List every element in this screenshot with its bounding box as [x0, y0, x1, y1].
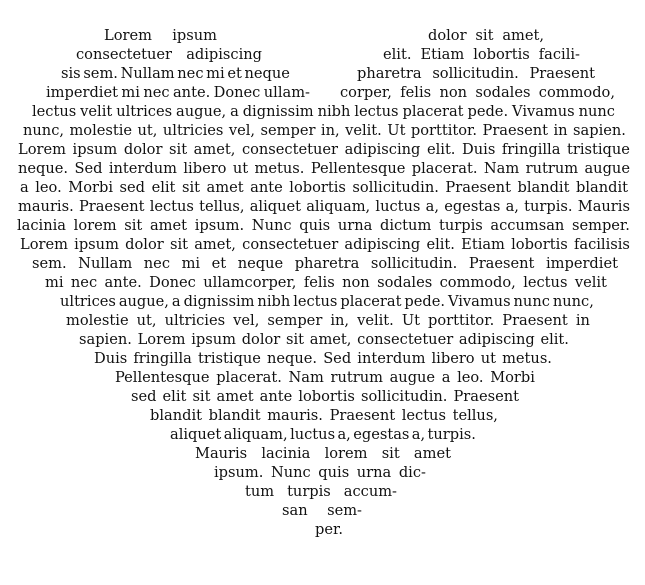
text-line	[245, 482, 397, 501]
word: tristique	[567, 141, 630, 158]
text-line	[32, 102, 615, 121]
word: nec	[143, 84, 170, 101]
word: Sed	[74, 160, 103, 177]
word: neque	[244, 65, 290, 82]
word: mi	[181, 255, 201, 272]
text-line	[18, 197, 630, 216]
word: consectetuer	[76, 46, 173, 63]
word: ipsum.	[214, 464, 264, 481]
word: imperdiet	[545, 255, 618, 272]
word: sed	[119, 179, 146, 196]
word: lectus	[354, 103, 399, 120]
word: pharetra	[357, 65, 422, 82]
word: aliquam,	[306, 198, 371, 215]
word: non	[342, 274, 370, 291]
word: semper	[260, 122, 316, 139]
word: tristique	[197, 350, 261, 367]
text-line	[282, 501, 362, 520]
word: pede.	[404, 293, 445, 310]
text-line	[104, 26, 217, 45]
word: interdum	[357, 350, 426, 367]
word: sit	[381, 445, 400, 462]
word: amet	[216, 388, 254, 405]
word: dic-	[398, 464, 426, 481]
word: lectus	[523, 274, 568, 291]
word: Vivamus	[512, 103, 575, 120]
word: blandit	[150, 407, 202, 424]
word: leo.	[457, 369, 484, 386]
word: augue,	[118, 293, 169, 310]
word: adipiscing	[344, 141, 421, 158]
word: consectetuer	[242, 236, 339, 253]
word: sollicitudin.	[360, 388, 448, 405]
word: amet,	[309, 331, 352, 348]
word: amet	[413, 445, 451, 462]
word: libero	[431, 350, 475, 367]
word: ut	[232, 160, 249, 177]
word: ipsum	[172, 27, 217, 44]
word: lacinia	[17, 217, 66, 234]
word: lacinia	[261, 445, 311, 462]
word: elit	[162, 388, 187, 405]
word: rutrum	[525, 160, 579, 177]
word: dignissim	[242, 103, 314, 120]
word: neque.	[18, 160, 69, 177]
word: mi	[45, 274, 64, 291]
word: Nam	[483, 160, 520, 177]
word: amet,	[194, 236, 236, 253]
word: dolor	[125, 236, 164, 253]
word: sollicitudin.	[352, 179, 439, 196]
word: a,	[505, 198, 519, 215]
word: Donec	[213, 84, 261, 101]
word: dolor	[241, 331, 281, 348]
word: urna	[337, 217, 373, 234]
word: sapien.	[573, 122, 626, 139]
word: lobortis	[289, 179, 346, 196]
word: aliquam,	[223, 426, 288, 443]
text-line	[94, 349, 552, 368]
word: Lorem	[18, 141, 66, 158]
text-line	[20, 235, 630, 254]
word: et	[211, 255, 227, 272]
word: augue	[584, 160, 630, 177]
word: felis	[400, 84, 432, 101]
word: luctus	[375, 198, 421, 215]
word: dolor	[428, 27, 467, 44]
word: elit	[151, 179, 176, 196]
word: luctus	[290, 426, 336, 443]
word: a,	[337, 426, 351, 443]
word: ut	[480, 350, 496, 367]
word: placerat	[340, 293, 402, 310]
word: adipiscing	[186, 46, 262, 63]
text-line	[340, 83, 615, 102]
text-line	[150, 406, 498, 425]
word: vel,	[233, 312, 260, 329]
word: mi	[121, 84, 140, 101]
word: consectetuer	[357, 331, 454, 348]
word: lorem	[73, 217, 117, 234]
word: fringilla	[501, 141, 561, 158]
word: Pellentesque	[310, 160, 406, 177]
word: sit	[181, 179, 200, 196]
word: Praesent	[453, 388, 519, 405]
word: Lorem	[20, 236, 68, 253]
word: sit	[286, 331, 305, 348]
word: turpis.	[427, 426, 476, 443]
word: ipsum	[74, 236, 119, 253]
word: Sed	[323, 350, 352, 367]
word: nibh	[257, 293, 291, 310]
word: aliquet	[249, 198, 302, 215]
word: amet	[206, 179, 244, 196]
word: metus.	[502, 350, 552, 367]
word: lobortis	[298, 388, 355, 405]
word: egestas	[444, 198, 501, 215]
text-line	[76, 45, 262, 64]
text-line	[23, 121, 626, 140]
word: accum-	[343, 483, 397, 500]
word: Duis	[94, 350, 128, 367]
word: nunc,	[23, 122, 65, 139]
word: in,	[330, 312, 350, 329]
word: velit.	[345, 122, 382, 139]
word: aliquet	[170, 426, 222, 443]
text-line	[214, 463, 426, 482]
word: sodales	[475, 84, 531, 101]
word: ante	[259, 388, 293, 405]
word: semper	[267, 312, 323, 329]
word: nec	[177, 65, 204, 82]
word: mauris.	[267, 407, 323, 424]
word: elit.	[426, 141, 456, 158]
word: amet	[149, 217, 188, 234]
word: ante.	[104, 274, 142, 291]
word: ultrices	[60, 293, 116, 310]
word: lobortis	[511, 236, 568, 253]
word: nec	[70, 274, 98, 291]
word: san	[282, 502, 308, 519]
word: quis	[318, 464, 350, 481]
word: sit	[192, 388, 211, 405]
word: Donec	[149, 274, 196, 291]
word: non	[439, 84, 468, 101]
word: neque.	[267, 350, 318, 367]
word: nunc,	[552, 293, 594, 310]
word: sem.	[83, 65, 118, 82]
word: turpis	[438, 217, 483, 234]
text-line	[115, 368, 535, 387]
word: ullam-	[263, 84, 310, 101]
word: consectetuer	[241, 141, 338, 158]
word: adipiscing	[344, 236, 421, 253]
text-line	[46, 83, 310, 102]
word: sit	[124, 217, 143, 234]
text-line	[20, 178, 628, 197]
word: ipsum.	[194, 217, 245, 234]
word: Morbi	[68, 179, 113, 196]
text-line	[61, 64, 290, 83]
word: dolor	[123, 141, 163, 158]
word: imperdiet	[46, 84, 118, 101]
word: sollicitudin.	[370, 255, 458, 272]
word: elit.	[383, 46, 412, 63]
word: lorem	[324, 445, 368, 462]
word: metus.	[254, 160, 305, 177]
word: Praesent	[78, 198, 145, 215]
word: porttitor.	[428, 312, 495, 329]
word: semper.	[571, 217, 630, 234]
word: Mauris	[577, 198, 630, 215]
word: blandit	[517, 179, 570, 196]
word: tellus,	[199, 198, 245, 215]
word: velit.	[357, 312, 394, 329]
word: commodo,	[439, 274, 516, 291]
word: a	[441, 369, 451, 386]
word: Etiam	[420, 46, 465, 63]
word: pede.	[467, 103, 509, 120]
word: placerat.	[411, 160, 478, 177]
word: sem-	[327, 502, 362, 519]
word: Ut	[401, 312, 421, 329]
word: ante	[250, 179, 283, 196]
word: et	[227, 65, 242, 82]
word: molestie	[66, 312, 129, 329]
text-line	[170, 425, 476, 444]
text-line	[66, 311, 590, 330]
word: ullamcorper,	[203, 274, 297, 291]
word: sollicitudin.	[432, 65, 519, 82]
word: placerat	[402, 103, 464, 120]
word: leo.	[35, 179, 62, 196]
word: facilisis	[573, 236, 630, 253]
word: Pellentesque	[115, 369, 210, 386]
word: elit.	[426, 236, 455, 253]
word: sit	[169, 236, 188, 253]
word: Duis	[462, 141, 496, 158]
word: nunc	[578, 103, 615, 120]
word: adipiscing	[458, 331, 535, 348]
text-line	[311, 520, 347, 539]
word: velit	[574, 274, 607, 291]
word: fringilla	[133, 350, 192, 367]
text-line	[131, 387, 519, 406]
word: Ut	[387, 122, 406, 139]
word: Etiam	[461, 236, 505, 253]
word: Nullam	[120, 65, 175, 82]
word: a,	[411, 426, 426, 443]
word: sit	[169, 141, 188, 158]
text-line	[32, 254, 618, 273]
word: blandit	[208, 407, 261, 424]
text-line	[45, 273, 607, 292]
word: neque	[237, 255, 284, 272]
word: lectus	[32, 103, 77, 120]
word: sodales	[377, 274, 433, 291]
word: ultricies	[164, 312, 226, 329]
text-line	[195, 444, 451, 463]
word: rutrum	[330, 369, 383, 386]
text-line	[18, 159, 630, 178]
word: lobortis	[473, 46, 530, 63]
word: a	[230, 103, 239, 120]
word: quis	[299, 217, 331, 234]
word: a	[20, 179, 29, 196]
word: augue,	[176, 103, 227, 120]
word: a,	[425, 198, 439, 215]
word: sed	[131, 388, 157, 405]
word: amet,	[193, 141, 236, 158]
text-line	[383, 45, 580, 64]
word: Lorem	[104, 27, 152, 44]
text-line	[79, 330, 569, 349]
word: sem.	[32, 255, 67, 272]
word: velit	[80, 103, 113, 120]
word: accumsan	[490, 217, 565, 234]
text-line	[17, 216, 630, 235]
word: dictum	[380, 217, 432, 234]
word: sis	[61, 65, 81, 82]
word: nibh	[317, 103, 351, 120]
word: mi	[206, 65, 225, 82]
word: lectus	[149, 198, 194, 215]
word: tellus,	[452, 407, 498, 424]
word: ut,	[136, 312, 157, 329]
word: in	[553, 122, 568, 139]
text-line	[428, 26, 544, 45]
word: Lorem	[137, 331, 186, 348]
word: facili-	[538, 46, 580, 63]
word: urna	[356, 464, 392, 481]
word: Vivamus	[447, 293, 511, 310]
word: Praesent	[329, 407, 396, 424]
word: corper,	[340, 84, 392, 101]
word: sapien.	[79, 331, 132, 348]
word: Nunc	[270, 464, 311, 481]
text-line	[357, 64, 595, 83]
word: pharetra	[294, 255, 360, 272]
word: lectus	[401, 407, 446, 424]
word: libero	[183, 160, 227, 177]
word: turpis	[287, 483, 331, 500]
word: tum	[245, 483, 275, 500]
word: a	[171, 293, 181, 310]
word: commodo,	[538, 84, 615, 101]
word: nunc	[513, 293, 550, 310]
word: ultrices	[116, 103, 173, 120]
word: Praesent	[502, 312, 568, 329]
word: Nam	[288, 369, 324, 386]
word: in,	[320, 122, 340, 139]
word: in	[575, 312, 590, 329]
word: Praesent	[482, 122, 549, 139]
word: Praesent	[529, 65, 595, 82]
word: porttitor.	[410, 122, 478, 139]
word: sit	[475, 27, 494, 44]
word: Mauris	[195, 445, 248, 462]
word: Nunc	[251, 217, 292, 234]
word: molestie	[69, 122, 133, 139]
word: vel,	[228, 122, 256, 139]
word: Nullam	[78, 255, 133, 272]
word: ipsum	[191, 331, 236, 348]
word: lectus	[293, 293, 338, 310]
word: turpis.	[524, 198, 573, 215]
word: nec	[143, 255, 170, 272]
word: augue	[389, 369, 436, 386]
word: Praesent	[468, 255, 535, 272]
word: per.	[315, 521, 343, 538]
word: ultricies	[162, 122, 224, 139]
word: mauris.	[18, 198, 74, 215]
word: ipsum	[72, 141, 118, 158]
word: dignissim	[183, 293, 255, 310]
word: placerat.	[216, 369, 282, 386]
word: blandit	[576, 179, 628, 196]
word: ante.	[172, 84, 211, 101]
word: Praesent	[445, 179, 511, 196]
text-line	[18, 140, 630, 159]
word: amet,	[502, 27, 544, 44]
text-line	[60, 292, 594, 311]
word: ut,	[137, 122, 158, 139]
word: egestas	[353, 426, 410, 443]
word: Morbi	[490, 369, 535, 386]
word: elit.	[540, 331, 569, 348]
word: felis	[303, 274, 335, 291]
word: interdum	[108, 160, 177, 177]
